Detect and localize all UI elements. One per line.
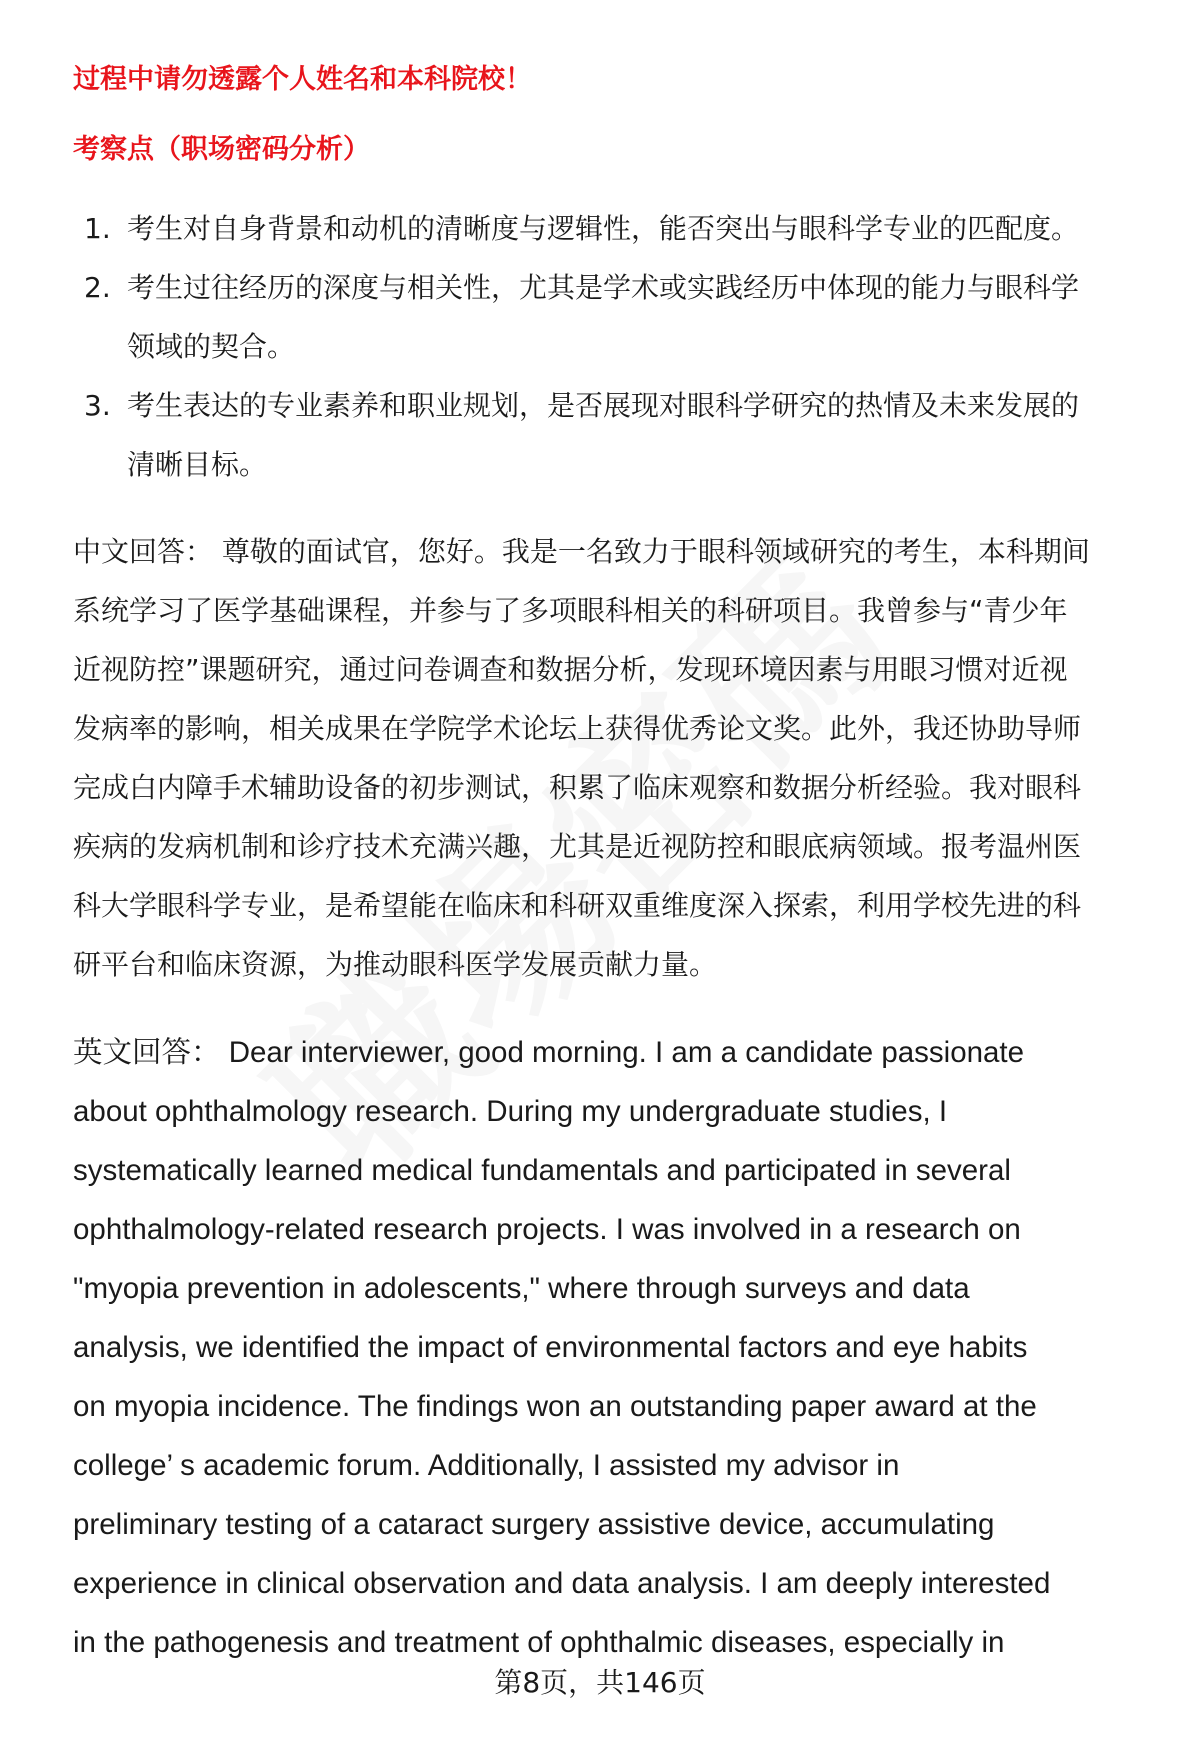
paragraph-line: 疾病的发病机制和诊疗技术充满兴趣，尤其是近视防控和眼底病领域。报考温州医 [73, 830, 1082, 863]
warning-text: 过程中请勿透露个人姓名和本科院校！ [73, 64, 532, 95]
paragraph-line: ophthalmology-related research projects. I was involved in a research on [73, 1213, 1021, 1246]
paragraph-line: "myopia prevention in adolescents," where through surveys and data [73, 1272, 970, 1305]
point-number: 3. [84, 389, 111, 422]
page-number: 第8页，共146页 [494, 1666, 706, 1699]
paragraph-line: systematically learned medical fundamentals and participated in several [73, 1154, 1011, 1187]
paragraph-line: on myopia incidence. The findings won an outstanding paper award at the [73, 1390, 1037, 1423]
paragraph-line: 近视防控”课题研究，通过问卷调查和数据分析，发现环境因素与用眼习惯对近视 [73, 653, 1068, 686]
paragraph-line: college’ s academic forum. Additionally, I assisted my advisor in [73, 1449, 900, 1482]
paragraph-line: 发病率的影响，相关成果在学院学术论坛上获得优秀论文奖。此外，我还协助导师 [73, 712, 1082, 745]
paragraph-line: preliminary testing of a cataract surgery assistive device, accumulating [73, 1508, 995, 1541]
point-text: 考生对自身背景和动机的清晰度与逻辑性，能否突出与眼科学专业的匹配度。 [127, 212, 1080, 245]
paragraph-line: 中文回答： 尊敬的面试官，您好。我是一名致力于眼科领域研究的考生，本科期间 [73, 535, 1090, 568]
point-text: 考生表达的专业素养和职业规划，是否展现对眼科学研究的热情及未来发展的 [127, 389, 1080, 422]
paragraph-line: experience in clinical observation and data analysis. I am deeply interested [73, 1567, 1051, 1600]
paragraph-line: 科大学眼科学专业，是希望能在临床和科研双重维度深入探索，利用学校先进的科 [73, 889, 1082, 922]
point-text: 清晰目标。 [127, 448, 268, 481]
paragraph-line: 完成白内障手术辅助设备的初步测试，积累了临床观察和数据分析经验。我对眼科 [73, 771, 1082, 804]
paragraph-line: in the pathogenesis and treatment of ophthalmic diseases, especially in [73, 1626, 1005, 1659]
section-title: 考察点（职场密码分析） [73, 134, 370, 165]
point-text: 考生过往经历的深度与相关性，尤其是学术或实践经历中体现的能力与眼科学 [127, 271, 1080, 304]
point-number: 2. [84, 271, 111, 304]
paragraph-line: analysis, we identified the impact of environmental factors and eye habits [73, 1331, 1028, 1364]
point-text: 领域的契合。 [127, 330, 296, 363]
point-number: 1. [84, 212, 111, 245]
paragraph-line: 系统学习了医学基础课程，并参与了多项眼科相关的科研项目。我曾参与“青少年 [73, 594, 1068, 627]
paragraph-line: about ophthalmology research. During my undergraduate studies, I [73, 1095, 948, 1128]
paragraph-line: 研平台和临床资源，为推动眼科医学发展贡献力量。 [73, 948, 718, 981]
paragraph-line: 英文回答： Dear interviewer, good morning. I am a candidate passionate [73, 1036, 1025, 1069]
